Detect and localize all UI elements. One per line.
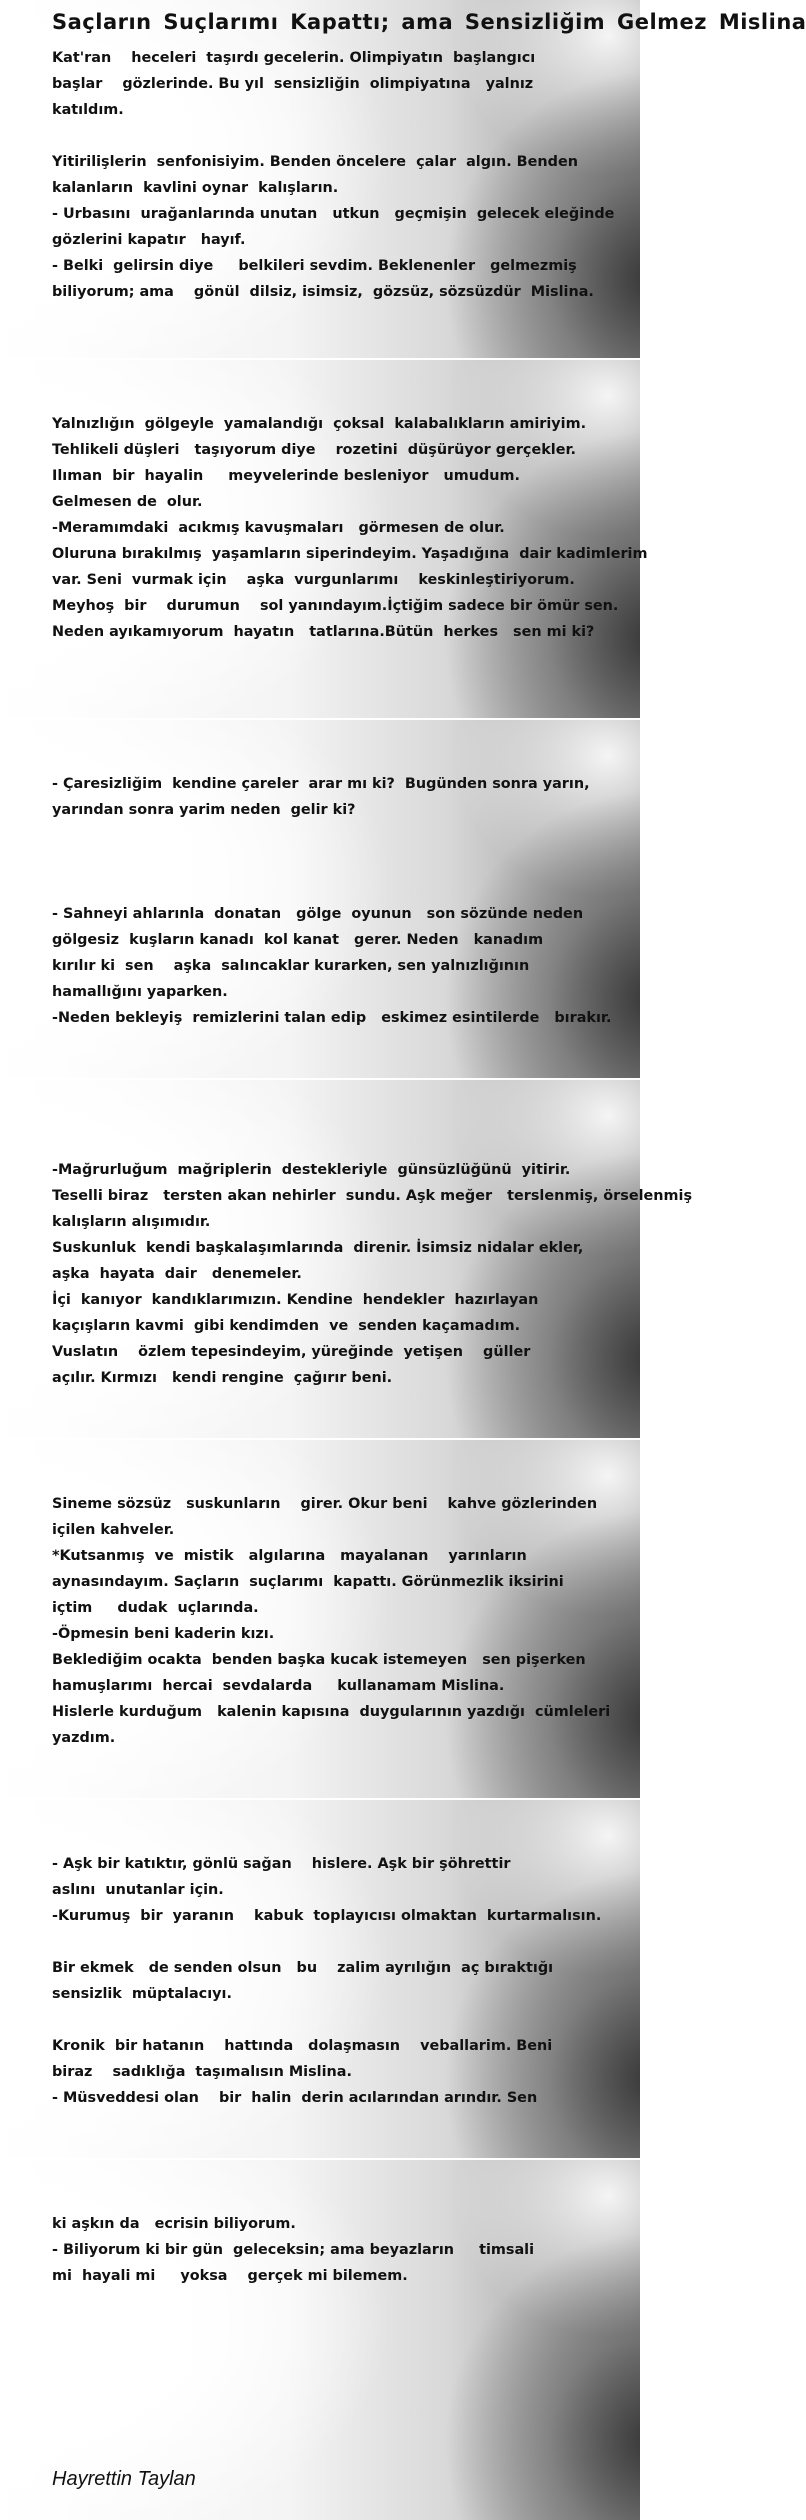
poem-line: mi hayali mi yoksa gerçek mi bilemem. [52, 2268, 408, 2284]
poem-line: sensizlik müptalacıyı. [52, 1986, 232, 2002]
poem-line: içtim dudak uçlarında. [52, 1600, 259, 1616]
poem-line: Sineme sözsüz suskunların girer. Okur beni kahve gözlerinden [52, 1496, 598, 1512]
poem-line: gölgesiz kuşların kanadı kol kanat gerer. Neden kanadım [52, 932, 544, 948]
poem-line: içilen kahveler. [52, 1522, 175, 1538]
poem-line: Ilıman bir hayalin meyvelerinde besleniyor umudum. [52, 468, 521, 484]
poem-line: aynasındayım. Saçların suçlarımı kapattı. Görünmezlik iksirini [52, 1574, 564, 1590]
poem-line: aşka hayata dair denemeler. [52, 1266, 302, 1282]
poem-line: katıldım. [52, 102, 124, 118]
poem-line: biliyorum; ama gönül dilsiz, isimsiz, gözsüz, sözsüzdür Mislina. [52, 284, 594, 300]
poem-line: Oluruna bırakılmış yaşamların siperindeyim. Yaşadığına dair kadimlerim [52, 546, 648, 562]
poem-text-block-7 [52, 2211, 640, 2289]
poem-panel-5 [0, 1440, 640, 1798]
poem-line: aslını unutanlar için. [52, 1882, 224, 1898]
poem-line: *Kutsanmış ve mistik algılarına mayalanan yarınların [52, 1548, 527, 1564]
poem-panel-1 [0, 0, 806, 358]
poem-text-block-3 [52, 771, 640, 1031]
poem-line: var. Seni vurmak için aşka vurgunlarımı keskinleştiriyorum. [52, 572, 575, 588]
poem-panel-7 [0, 2160, 640, 2520]
poem-line: ki aşkın da ecrisin biliyorum. [52, 2216, 296, 2232]
poem-line: - Belki gelirsin diye belkileri sevdim. Beklenenler gelmezmiş [52, 258, 577, 274]
poem-line: Yitirilişlerin senfonisiyim. Benden öncelere çalar algın. Benden [52, 154, 578, 170]
poem-panel-2 [0, 360, 648, 718]
poem-line: - Biliyorum ki bir gün geleceksin; ama beyazların timsali [52, 2242, 535, 2258]
poem-line: başlar gözlerinde. Bu yıl sensizliğin olimpiyatına yalnız [52, 76, 534, 92]
poem-text-block-2 [52, 411, 648, 645]
poem-line: Kat'ran heceleri taşırdı gecelerin. Olimpiyatın başlangıcı [52, 50, 536, 66]
poem-line: Teselli biraz tersten akan nehirler sundu. Aşk meğer terslenmiş, örselenmiş [52, 1188, 693, 1204]
poem-line: gözlerini kapatır hayıf. [52, 232, 246, 248]
poem-panel-6 [0, 1800, 640, 2158]
poem-line: kırılır ki sen aşka salıncaklar kurarken, sen yalnızlığının [52, 958, 530, 974]
poem-line: yarından sonra yarim neden gelir ki? [52, 802, 356, 818]
poem-line: biraz sadıklığa taşımalısın Mislina. [52, 2064, 352, 2080]
poem-line: -Kurumuş bir yaranın kabuk toplayıcısı olmaktan kurtarmalısın. [52, 1908, 602, 1924]
poem-text-block-6 [52, 1851, 640, 2111]
poem-line: kaçışların kavmi gibi kendimden ve senden kaçamadım. [52, 1318, 521, 1334]
poem-line: Gelmesen de olur. [52, 494, 203, 510]
poem-line: Tehlikeli düşleri taşıyorum diye rozetini düşürüyor gerçekler. [52, 442, 576, 458]
poem-line: - Urbasını urağanlarında unutan utkun geçmişin gelecek eleğinde [52, 206, 615, 222]
poem-line: Yalnızlığın gölgeyle yamalandığı çoksal kalabalıkların amiriyim. [52, 416, 587, 432]
poem-line: Neden ayıkamıyorum hayatın tatlarına.Bütün herkes sen mi ki? [52, 624, 595, 640]
poem-line: Beklediğim ocakta benden başka kucak istemeyen sen pişerken [52, 1652, 586, 1668]
poem-line: - Müsveddesi olan bir halin derin acılarından arındır. Sen [52, 2090, 538, 2106]
poem-line: Kronik bir hatanın hattında dolaşmasın veballarim. Beni [52, 2038, 553, 2054]
poem-text-block-5 [52, 1491, 640, 1751]
poem-line: İçi kanıyor kandıklarımızın. Kendine hendekler hazırlayan [52, 1292, 539, 1308]
poem-text-block-1 [52, 45, 640, 305]
poem-line: -Öpmesin beni kaderin kızı. [52, 1626, 275, 1642]
poem-panel-4 [0, 1080, 693, 1438]
poem-panel-3 [0, 720, 640, 1078]
poem-text-block-4 [52, 1157, 693, 1391]
poem-line: - Çaresizliğim kendine çareler arar mı ki? Bugünden sonra yarın, [52, 776, 590, 792]
poem-line: yazdım. [52, 1730, 116, 1746]
poem-line: -Meramımdaki acıkmış kavuşmaları görmesen de olur. [52, 520, 505, 536]
poem-title: Saçların Suçlarımı Kapattı; ama Sensizliğim Gelmez Mislina [52, 10, 806, 34]
poem-line: Suskunluk kendi başkalaşımlarında direnir. İsimsiz nidalar ekler, [52, 1240, 584, 1256]
poem-line: -Neden bekleyiş remizlerini talan edip eskimez esintilerde bırakır. [52, 1010, 612, 1026]
poem-line: kalışların alışımıdır. [52, 1214, 211, 1230]
poem-line: Bir ekmek de senden olsun bu zalim ayrılığın aç bıraktığı [52, 1960, 554, 1976]
poem-line: açılır. Kırmızı kendi rengine çağırır beni. [52, 1370, 393, 1386]
poem-line: kalanların kavlini oynar kalışların. [52, 180, 339, 196]
poem-line: hamallığını yaparken. [52, 984, 228, 1000]
poem-line: - Sahneyi ahlarınla donatan gölge oyunun son sözünde neden [52, 906, 584, 922]
poem-line: Vuslatın özlem tepesindeyim, yüreğinde yetişen güller [52, 1344, 531, 1360]
poem-line: Meyhoş bir durumun sol yanındayım.İçtiğim sadece bir ömür sen. [52, 598, 619, 614]
poem-line: -Mağrurluğum mağriplerin destekleriyle günsüzlüğünü yitirir. [52, 1162, 571, 1178]
poem-line: Hislerle kurduğum kalenin kapısına duygularının yazdığı cümleleri [52, 1704, 611, 1720]
poem-line: hamuşlarımı hercai sevdalarda kullanamam Mislina. [52, 1678, 505, 1694]
poem-line: - Aşk bir katıktır, gönlü sağan hislere. Aşk bir şöhrettir [52, 1856, 511, 1872]
author-signature: Hayrettin Taylan [52, 2468, 196, 2490]
